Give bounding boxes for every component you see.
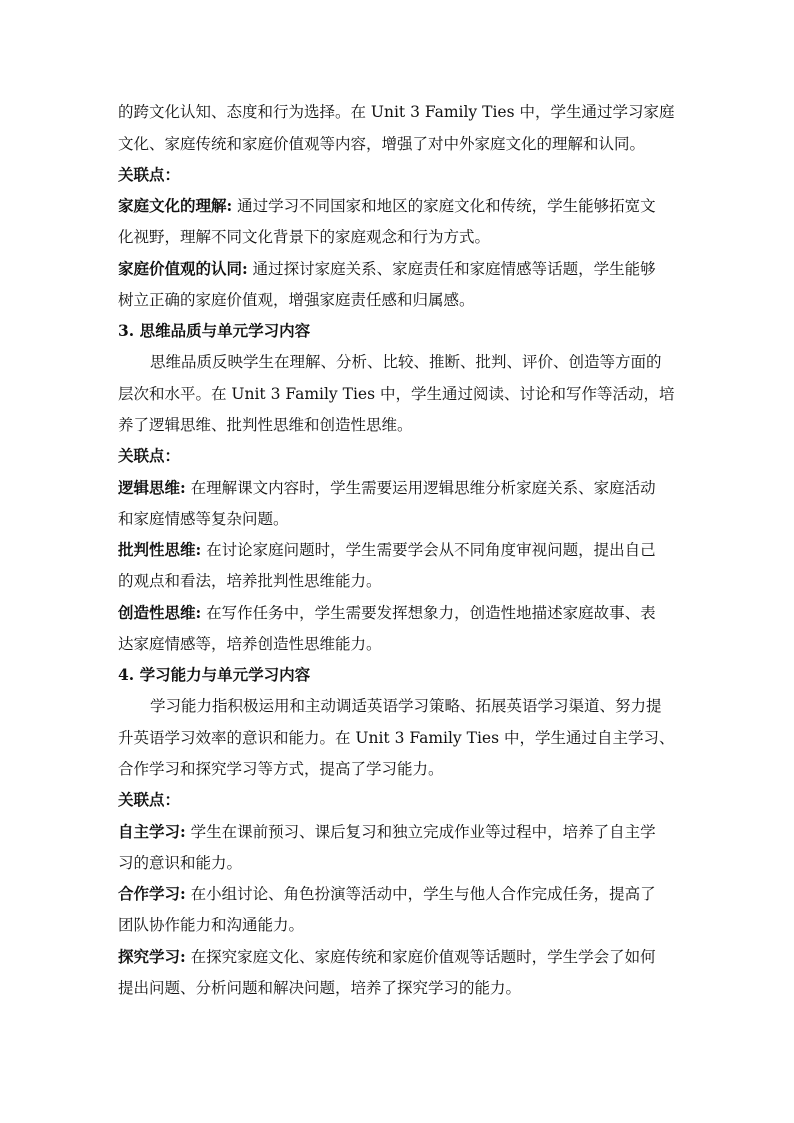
related-item-text: 在探究家庭文化、家庭传统和家庭价值观等话题时，学生学会了如何 xyxy=(190,948,656,966)
related-item-continuation: 习的意识和能力。 xyxy=(118,854,243,872)
paragraph-line: 层次和水平。在 Unit 3 Family Ties 中，学生通过阅读、讨论和写作等活动，培 xyxy=(118,385,675,403)
related-item xyxy=(118,259,656,279)
related-points-label: 关联点： xyxy=(118,165,181,184)
related-item xyxy=(118,822,656,842)
section-heading: 4. 学习能力与单元学习内容 xyxy=(118,665,311,684)
paragraph-line: 养了逻辑思维、批判性思维和创造性思维。 xyxy=(118,416,413,434)
related-item-continuation: 团队协作能力和沟通能力。 xyxy=(118,916,305,934)
related-item-text: 通过探讨家庭关系、家庭责任和家庭情感等话题，学生能够 xyxy=(252,260,656,278)
related-item-term: 创造性思维: xyxy=(118,603,202,622)
related-item-term: 家庭价值观的认同: xyxy=(118,259,248,278)
related-item xyxy=(118,884,656,904)
related-item xyxy=(118,478,656,498)
related-item-term: 合作学习: xyxy=(118,884,186,903)
related-points-label: 关联点： xyxy=(118,446,181,465)
paragraph-line: 的跨文化认知、态度和行为选择。在 Unit 3 Family Ties 中，学生通过学习家庭 xyxy=(118,103,675,121)
paragraph-line: 升英语学习效率的意识和能力。在 Unit 3 Family Ties 中，学生通过自主学习、 xyxy=(118,729,675,747)
paragraph-line: 合作学习和探究学习等方式，提高了学习能力。 xyxy=(118,760,444,778)
related-item-text: 在写作任务中，学生需要发挥想象力，创造性地描述家庭故事、表 xyxy=(206,604,656,622)
related-item-term: 探究学习: xyxy=(118,947,186,966)
related-item-term: 批判性思维: xyxy=(118,540,202,559)
paragraph-line: 学习能力指积极运用和主动调适英语学习策略、拓展英语学习渠道、努力提 xyxy=(150,697,662,715)
related-item-continuation: 化视野，理解不同文化背景下的家庭观念和行为方式。 xyxy=(118,228,491,246)
related-item-continuation: 树立正确的家庭价值观，增强家庭责任感和归属感。 xyxy=(118,291,475,309)
related-item-continuation: 和家庭情感等复杂问题。 xyxy=(118,510,289,528)
related-item xyxy=(118,196,656,216)
related-item-continuation: 提出问题、分析问题和解决问题，培养了探究学习的能力。 xyxy=(118,979,522,997)
related-item xyxy=(118,603,656,623)
related-item-text: 在理解课文内容时，学生需要运用逻辑思维分析家庭关系、家庭活动 xyxy=(190,479,656,497)
related-item xyxy=(118,540,656,560)
related-item xyxy=(118,947,656,967)
related-item-term: 自主学习: xyxy=(118,822,186,841)
related-item-text: 学生在课前预习、课后复习和独立完成作业等过程中，培养了自主学 xyxy=(190,823,656,841)
related-item-text: 通过学习不同国家和地区的家庭文化和传统，学生能够拓宽文 xyxy=(237,197,656,215)
related-item-text: 在讨论家庭问题时，学生需要学会从不同角度审视问题，提出自己 xyxy=(206,541,656,559)
related-item-term: 逻辑思维: xyxy=(118,478,186,497)
section-heading: 3. 思维品质与单元学习内容 xyxy=(118,321,311,340)
paragraph-line: 文化、家庭传统和家庭价值观等内容，增强了对中外家庭文化的理解和认同。 xyxy=(118,135,646,153)
related-item-continuation: 的观点和看法，培养批判性思维能力。 xyxy=(118,572,382,590)
related-item-continuation: 达家庭情感等，培养创造性思维能力。 xyxy=(118,635,382,653)
related-item-term: 家庭文化的理解: xyxy=(118,196,233,215)
related-item-text: 在小组讨论、角色扮演等活动中，学生与他人合作完成任务，提高了 xyxy=(190,885,656,903)
related-points-label: 关联点： xyxy=(118,790,181,809)
paragraph-line: 思维品质反映学生在理解、分析、比较、推断、批判、评价、创造等方面的 xyxy=(150,353,662,371)
